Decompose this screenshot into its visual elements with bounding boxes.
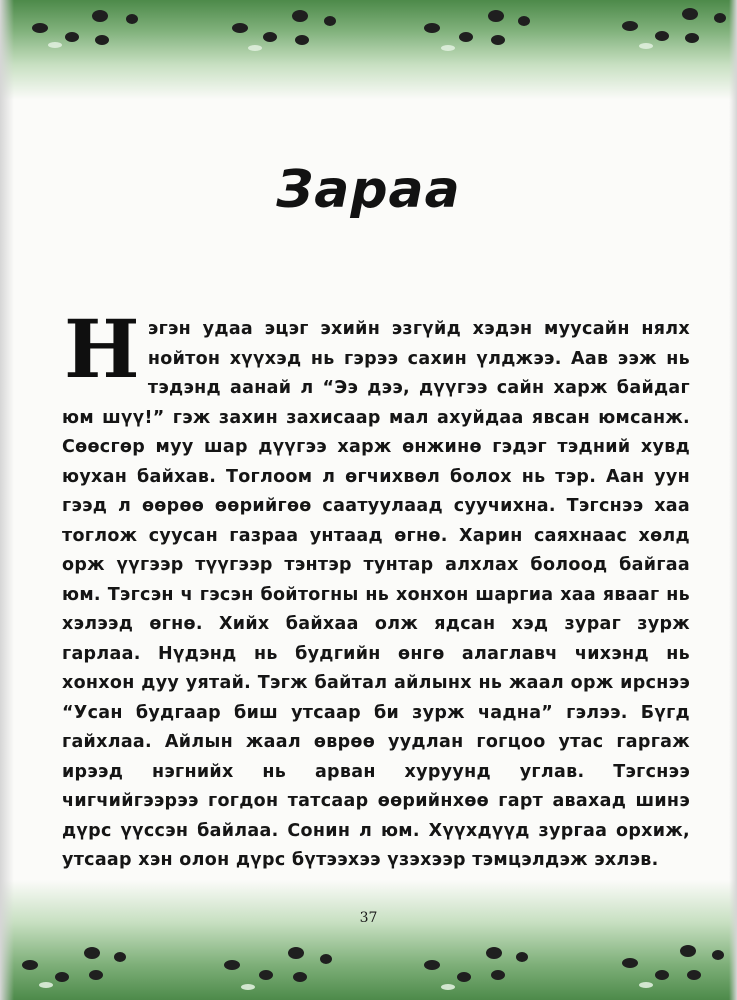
story-title: Зараа	[276, 160, 461, 220]
story-body: эгэн удаа эцэг эхийн эзгүйд хэдэн муусайн нялх нойтон хүүхэд нь гэрээ сахин үлджээ. Аав ээж нь тэдэнд аанай л “Ээ дээ, дүүгээ сайн харж байдаг юм шүү!” гэж захин захисаар мал ахуйдаа явсан юмсанж. Сөөсгөр муу шар дүүгээ харж өнжинө гэдэг тэдний хувд юухан байхав. Тоглоом л өгчихвөл болох нь тэр. Аан уун гээд л өөрөө өөрийгөө саатуулаад суучихна. Тэгснээ хаа тоглож суусан газраа унтаад өгнө. Харин саяхнаас хөлд орж үүгээр түүгээр тэнтэр тунтар алхлах болоод байгаа юм. Тэгсэн ч гэсэн бойтогны нь хонхон шаргиа хаа явааг нь хэлээд өгнө. Хийх байхаа олж ядсан хэд зураг зурж гарлаа. Нүдэнд нь будгийн өнгө алаглавч чихэнд нь хонхон дуу уятай. Тэгж байтал айлынх нь жаал орж ирснээ “Усан будгаар биш утсаар би зурж чадна” гэлээ. Бүгд гайхлаа. Айлын жаал өврөө уудлан гогцоо утас гаргаж ирээд нэгнийх нь арван хуруунд углав. Тэгснээ чигчийгээрээ гогдон татсаар өөрийнхөө гарт авахад шинэ дүрс үүссэн байлаа. Сонин л юм. Хүүхдүүд зургаа орхиж, утсаар хэн олон дүрс бүтээхээ үзэхээр тэмцэлдэж эхлэв.	[62, 319, 690, 870]
page-left-edge	[0, 0, 14, 1000]
page-number: 37	[359, 910, 378, 926]
footprint-pair-icon	[622, 8, 726, 43]
footprint-pair-icon	[224, 947, 332, 982]
page-right-edge	[729, 0, 737, 1000]
bottom-footprints-icon	[0, 935, 737, 995]
footprint-pair-icon	[22, 947, 126, 982]
story-text	[62, 302, 690, 876]
footprint-pair-icon	[232, 10, 336, 45]
footprint-pair-icon	[32, 10, 138, 45]
footprint-pair-icon	[424, 10, 530, 45]
footprint-pair-icon	[622, 945, 724, 980]
top-footprints-icon	[0, 0, 737, 60]
drop-cap: Н	[64, 302, 140, 396]
footprint-pair-icon	[424, 947, 528, 982]
